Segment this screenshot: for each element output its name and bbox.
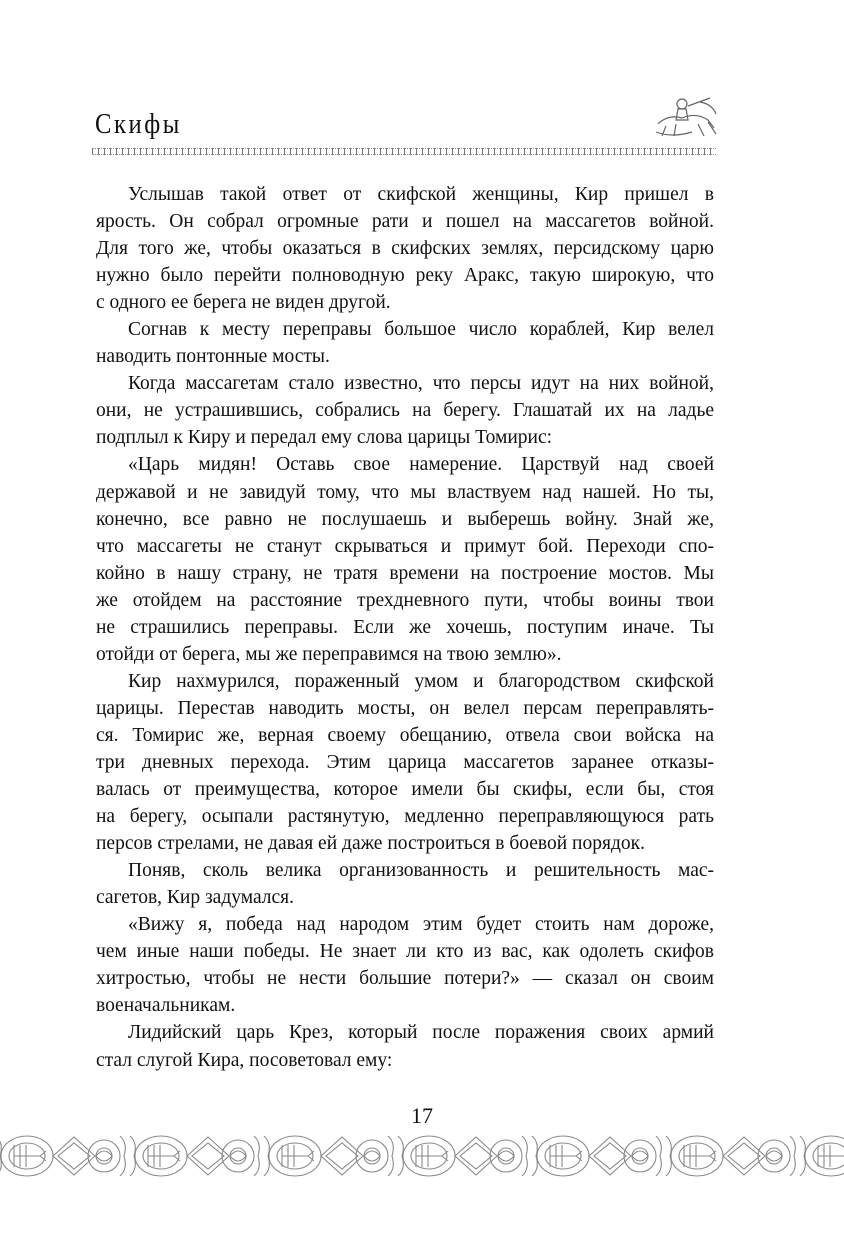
running-head-title: Скифы xyxy=(95,108,182,140)
text-line: военачальникам. xyxy=(96,995,236,1017)
text-line: Услышав такой ответ от скифской женщины, Кир пришел в xyxy=(128,184,714,205)
text-line: койно в нашу страну, не тратя времени на построение мостов. Мы xyxy=(96,562,714,584)
text-line: три дневных перехода. Этим царица массагетов заранее отказы- xyxy=(96,751,714,773)
text-line: «Вижу я, победа над народом этим будет стоить нам дороже, xyxy=(128,914,714,936)
text-line: чем иные наши победы. Не знает ли кто из вас, как одолеть скифов xyxy=(96,941,714,963)
text-line: персов стрелами, не давая ей даже построиться в боевой порядок. xyxy=(96,833,645,855)
text-line: Для того же, чтобы оказаться в скифских землях, персидскому царю xyxy=(96,238,714,260)
text-line: подплыл к Киру и передал ему слова царицы Томирис: xyxy=(96,427,553,449)
rider-emblem-icon xyxy=(652,94,720,138)
text-line: конечно, все равно не послушаешь и выберешь войну. Знай же, xyxy=(96,508,714,530)
text-line: они, не устрашившись, собрались на берегу. Глашатай их на ладье xyxy=(96,400,714,422)
text-line: с одного ее берега не виден другой. xyxy=(96,292,391,314)
text-line: что массагеты не станут скрываться и примут бой. Переходи спо- xyxy=(96,535,714,557)
celtic-knot-border-icon xyxy=(0,1131,844,1181)
text-line: Кир нахмурился, пораженный умом и благородством скифской xyxy=(128,670,714,692)
text-line: нужно было перейти полноводную реку Аракс, такую широкую, что xyxy=(96,265,714,287)
page-number: 17 xyxy=(411,1103,433,1128)
text-line: ярость. Он собрал огромные рати и пошел на массагетов войной. xyxy=(96,211,714,233)
text-line: «Царь мидян! Оставь свое намерение. Царствуй над своей xyxy=(128,454,714,476)
text-line: хитростью, чтобы не нести большие потери?» — сказал он своим xyxy=(96,968,714,990)
text-line: Поняв, сколь велика организованность и решительность мас- xyxy=(128,860,714,882)
text-line: державой и не завидуй тому, что мы властвуем над нашей. Но ты, xyxy=(96,481,714,503)
text-line: стал слугой Кира, посоветовал ему: xyxy=(96,1049,393,1071)
text-line: наводить понтонные мосты. xyxy=(96,346,330,368)
text-line: ся. Томирис же, верная своему обещанию, отвела свои войска на xyxy=(96,724,714,746)
body-text xyxy=(96,181,714,1074)
text-line: царицы. Перестав наводить мосты, он велел персам переправлять- xyxy=(96,697,714,719)
header-divider xyxy=(92,148,716,155)
text-line: сагетов, Кир задумался. xyxy=(96,887,295,909)
text-line: на берегу, осыпали растянутую, медленно переправляющуюся рать xyxy=(96,806,714,828)
text-line: валась от преимущества, которое имели бы скифы, если бы, стоя xyxy=(96,779,714,801)
text-line: Согнав к месту переправы большое число кораблей, Кир велел xyxy=(128,319,714,341)
text-line: не страшились переправы. Если же хочешь, поступим иначе. Ты xyxy=(96,616,714,638)
text-line: Лидийский царь Крез, который после поражения своих армий xyxy=(128,1022,714,1044)
text-line: Когда массагетам стало известно, что персы идут на них войной, xyxy=(128,373,714,395)
text-line: же отойдем на расстояние трехдневного пути, чтобы воины твои xyxy=(96,589,714,611)
text-line: отойди от берега, мы же переправимся на твою землю». xyxy=(96,643,562,665)
